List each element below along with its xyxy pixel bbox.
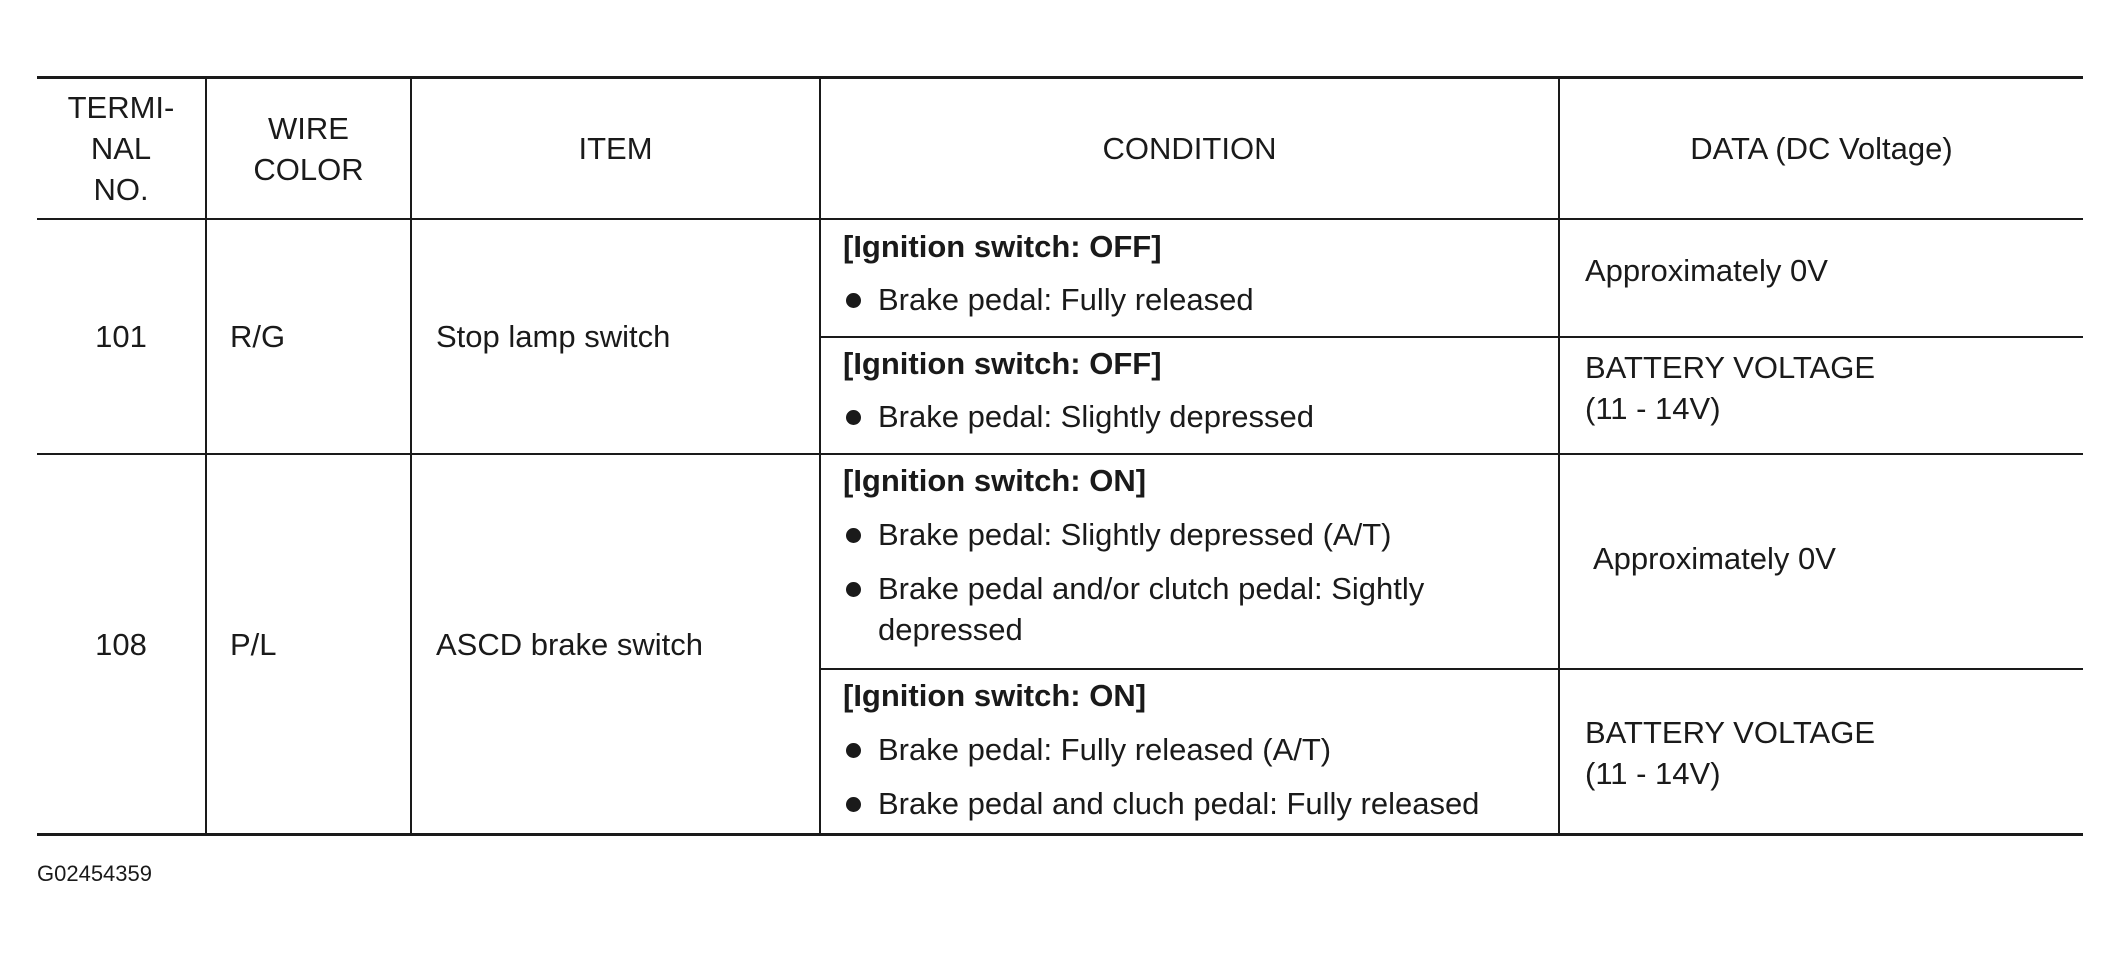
row-101-item	[436, 220, 819, 453]
condition-bullet	[843, 396, 1558, 437]
condition-bullet-text-line-2: depressed	[878, 612, 1023, 647]
condition-title: [Ignition switch: OFF]	[843, 346, 1162, 381]
header-terminal-line-2: NAL	[90, 131, 152, 166]
condition-title: [Ignition switch: ON]	[843, 463, 1147, 498]
header-wire-color	[207, 79, 410, 218]
bullet-dot-icon	[846, 528, 861, 543]
condition-bullet-text: Brake pedal: Fully released	[878, 282, 1254, 317]
item-name: ASCD brake switch	[436, 626, 704, 662]
row-101-terminal	[37, 220, 205, 453]
row-101-wire-color	[230, 220, 410, 453]
row-101-data-2	[1585, 347, 2075, 429]
wire-color-value: P/L	[230, 626, 277, 662]
condition-bullet-text: Brake pedal: Slightly depressed (A/T)	[878, 517, 1392, 552]
condition-bullet	[843, 514, 1558, 555]
header-item	[412, 79, 819, 218]
condition-bullet-text: Brake pedal: Fully released (A/T)	[878, 732, 1332, 767]
header-wire-line-1: WIRE	[268, 110, 349, 146]
bullet-dot-icon	[846, 797, 861, 812]
condition-bullet	[843, 729, 1558, 770]
header-condition-label: CONDITION	[1102, 131, 1277, 166]
row-101-split-rule	[821, 336, 2083, 338]
header-wire-line-2: COLOR	[253, 151, 364, 187]
header-terminal-no	[37, 79, 205, 218]
header-item-label: ITEM	[578, 131, 653, 166]
row-108-wire-color	[230, 455, 410, 833]
data-value: Approximately 0V	[1593, 541, 1836, 576]
table-bottom-rule	[37, 833, 2083, 836]
wire-color-value: R/G	[230, 319, 286, 354]
row-108-terminal	[37, 455, 205, 833]
data-value-line-1: BATTERY VOLTAGE	[1585, 715, 1875, 750]
row-108-condition-2	[843, 675, 1558, 824]
condition-bullet-text: Brake pedal and cluch pedal: Fully released	[878, 786, 1480, 821]
row-108-split-rule	[821, 668, 2083, 670]
data-value-line-1: BATTERY VOLTAGE	[1585, 350, 1875, 385]
bullet-dot-icon	[846, 743, 861, 758]
condition-bullet	[843, 783, 1558, 824]
header-condition	[821, 79, 1558, 218]
row-108-data-2	[1585, 712, 2075, 794]
row-108-item	[436, 455, 819, 833]
figure-code: G02454359	[37, 861, 152, 886]
row-108-condition-1	[843, 460, 1558, 650]
row-101-condition-2	[843, 343, 1558, 437]
condition-bullet	[843, 279, 1558, 320]
terminal-number: 101	[95, 319, 147, 354]
condition-bullet-text-line-1: Brake pedal and/or clutch pedal: Sightly	[878, 571, 1425, 606]
condition-title: [Ignition switch: ON]	[843, 678, 1147, 713]
condition-bullet	[843, 568, 1558, 650]
row-101-data-1	[1585, 250, 2075, 291]
bullet-dot-icon	[846, 582, 861, 597]
bullet-dot-icon	[846, 293, 861, 308]
item-name: Stop lamp switch	[436, 319, 671, 354]
terminal-data-table	[37, 76, 2083, 836]
bullet-dot-icon	[846, 410, 861, 425]
header-data	[1560, 79, 2083, 218]
header-terminal-line-1: TERMI-	[67, 90, 175, 125]
header-terminal-line-3: NO.	[93, 172, 149, 207]
condition-title: [Ignition switch: OFF]	[843, 229, 1162, 264]
row-108-data-1	[1593, 538, 2073, 579]
data-value: Approximately 0V	[1585, 253, 1828, 288]
data-value-line-2: (11 - 14V)	[1585, 391, 1721, 426]
header-data-label: DATA (DC Voltage)	[1690, 131, 1953, 166]
row-101-condition-1	[843, 226, 1558, 320]
terminal-number: 108	[95, 626, 147, 662]
condition-bullet-text: Brake pedal: Slightly depressed	[878, 399, 1314, 434]
data-value-line-2: (11 - 14V)	[1585, 756, 1721, 791]
